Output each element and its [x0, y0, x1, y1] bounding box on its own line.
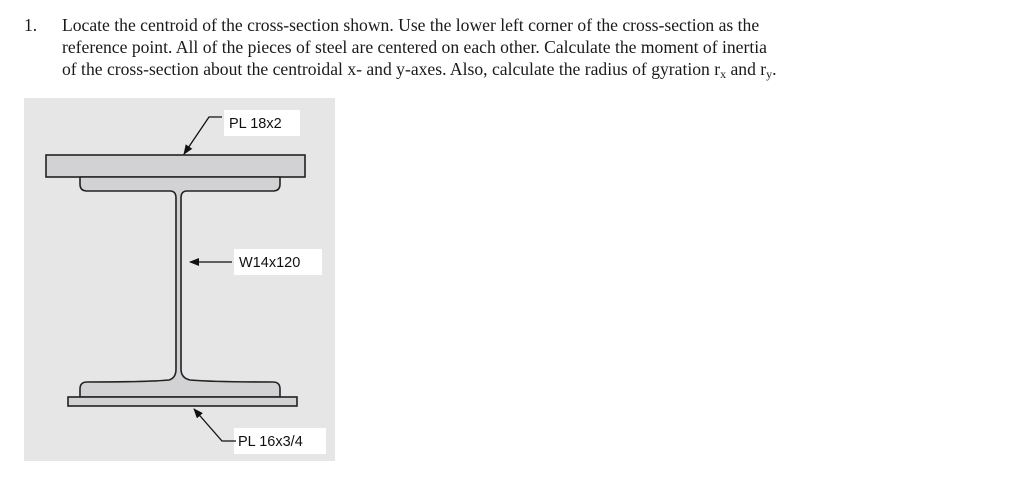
cross-section-figure	[24, 98, 335, 461]
problem-text-line-3-and: and r	[726, 59, 767, 79]
label-w-section: W14x120	[239, 255, 301, 271]
label-top-plate: PL 18x2	[229, 116, 282, 132]
problem-text-line-2: reference point. All of the pieces of steel are centered on each other. Calculate the moment of inertia	[62, 37, 767, 57]
problem-text-line-3	[62, 58, 777, 82]
problem-text-line-3-end: .	[772, 59, 777, 79]
subscript-y: y	[766, 67, 773, 81]
problem-statement	[0, 0, 1024, 100]
label-bottom-plate: PL 16x3/4	[238, 434, 303, 450]
problem-text-line-1: Locate the centroid of the cross-section shown. Use the lower left corner of the cross-section as the	[62, 15, 760, 35]
top-plate	[46, 155, 305, 177]
bottom-plate	[68, 397, 297, 406]
cross-section-drawing	[24, 98, 335, 461]
problem-number: 1.	[24, 15, 38, 35]
subscript-x: x	[720, 67, 727, 81]
problem-text-line-3-main: of the cross-section about the centroidal x- and y-axes. Also, calculate the radius of gyration r	[62, 59, 721, 79]
